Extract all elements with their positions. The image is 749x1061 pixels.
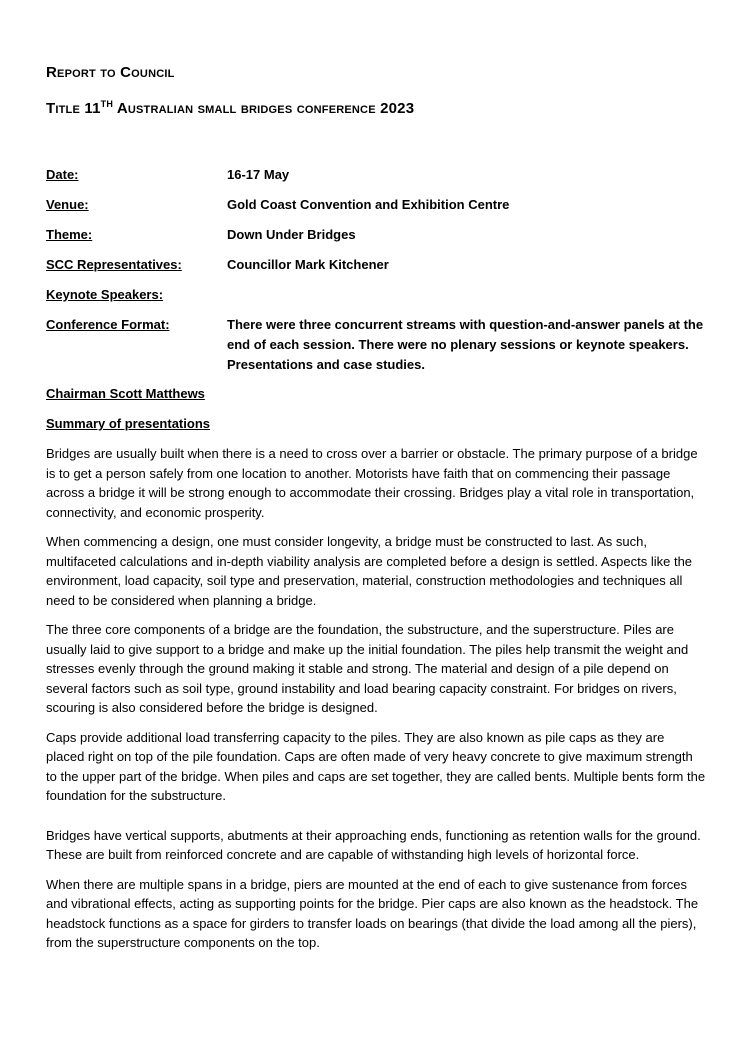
detail-row-venue [46,195,706,215]
detail-value: Gold Coast Convention and Exhibition Centre [227,197,510,212]
title-ordinal-suffix: TH [100,99,114,109]
detail-row-date [46,165,706,185]
detail-label: Conference Format: [46,317,170,332]
section-headings [46,384,210,444]
detail-label: Venue: [46,197,89,212]
detail-row-keynote-speakers [46,285,706,305]
detail-row-theme [46,225,706,245]
summary-heading: Summary of presentations [46,416,210,431]
summary-body [46,444,706,963]
detail-label: Date: [46,167,79,182]
detail-row-representatives [46,255,706,275]
report-heading [46,64,175,81]
detail-row-conference-format [46,315,706,375]
document-title [46,100,414,117]
detail-value: Down Under Bridges [227,227,356,242]
detail-label: Theme: [46,227,93,242]
detail-value: 16-17 May [227,167,290,182]
paragraph: Bridges are usually built when there is a need to cross over a barrier or obstacle. The primary purpose of a bridge is to get a person safely from one location to another. Motorists have faith that on commencing their passage across a bridge it will be strong enough to accommodate their crossing. Bridges play a vital role in transportation, connectivity, and economic prosperity. [46,446,698,520]
paragraph: When commencing a design, one must consider longevity, a bridge must be constructed to last. As such, multifaceted calculations and in-depth viability analysis are completed before a design is settled. Aspects like the environment, load capacity, soil type and preservation, material, construction methodologies and techniques all need to be considered when planning a bridge. [46,534,693,608]
detail-value: There were three concurrent streams with question-and-answer panels at the end of each session. There were no plenary sessions or keynote speakers. Presentations and case studies. [227,317,704,372]
detail-label: Keynote Speakers: [46,287,164,302]
report-heading-text: Report to Council [46,64,175,81]
title-suffix: Australian small bridges conference 2023 [113,100,415,117]
paragraph: When there are multiple spans in a bridge, piers are mounted at the end of each to give sustenance from forces and vibrational effects, acting as supporting points for the bridge. Pier caps are also known as the headstock. The headstock functions as a space for girders to transfer loads on bearings (that divide the load among all the piers), from the superstructure components on the top. [46,876,699,950]
detail-value [227,285,706,305]
detail-value: Councillor Mark Kitchener [227,257,389,272]
detail-label: SCC Representatives: [46,257,182,272]
title-prefix: Title 11 [46,100,101,117]
conference-details [46,165,706,385]
chairman-heading: Chairman Scott Matthews [46,386,205,401]
paragraph: The three core components of a bridge are the foundation, the substructure, and the superstructure. Piles are usually laid to give support to a bridge and make up the initial foundation. The piles help transmit the weight and stresses evenly through the ground making it stable and strong. The material and design of a pile depend on several factors such as soil type, ground instability and load bearing capacity constraint. For bridges on rivers, scouring is also considered before the bridge is designed. [46,622,689,715]
paragraph: Caps provide additional load transferring capacity to the piles. They are also known as pile caps as they are placed right on top of the pile foundation. Caps are often made of very heavy concrete to give maximum strength to the upper part of the bridge. When piles and caps are set together, they are called bents. Multiple bents form the foundation for the substructure. [46,729,706,803]
paragraph: Bridges have vertical supports, abutments at their approaching ends, functioning as retention walls for the ground. These are built from reinforced concrete and are capable of withstanding high levels of horizontal force. [46,827,701,862]
